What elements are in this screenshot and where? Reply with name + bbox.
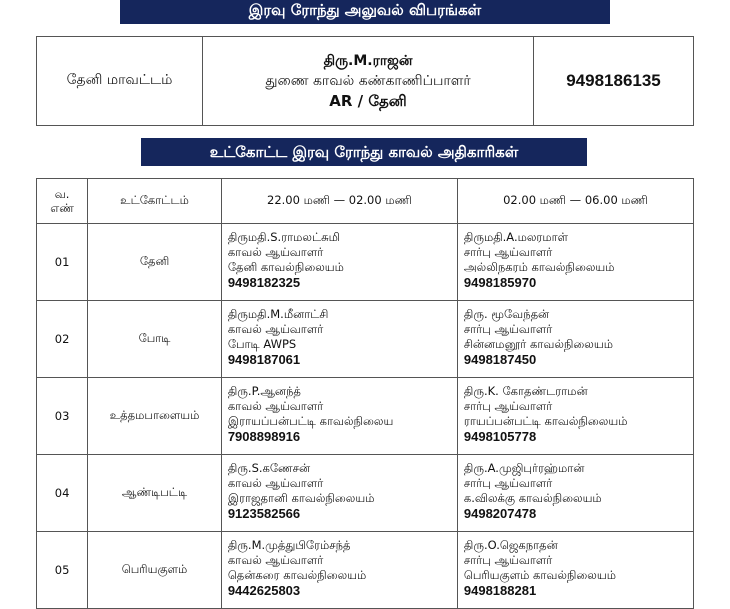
- slot1-officer-cell: [221, 378, 457, 455]
- officer-details: [203, 37, 534, 126]
- officer-name: திருமதி.A.மலரமாள்: [463, 230, 569, 244]
- slot2-officer-cell: [457, 378, 693, 455]
- table-row: [37, 224, 694, 301]
- header-sno-line1: வ.: [54, 187, 70, 201]
- officer-name: திரு. மூவேந்தன்: [463, 307, 550, 321]
- officer-rank: சார்பு ஆய்வாளர்: [463, 245, 553, 259]
- officer-rank: சார்பு ஆய்வாளர்: [463, 399, 553, 413]
- table-row: [37, 455, 694, 532]
- row-sno: 02: [37, 301, 88, 378]
- officer-rank: காவல் ஆய்வாளர்: [227, 245, 324, 259]
- officer-phone: 9498182325: [227, 275, 301, 290]
- officer-station: இராயப்பன்பட்டி காவல்நிலைய: [227, 414, 394, 428]
- row-sno: 03: [37, 378, 88, 455]
- officer-name: திரு.M.ராஜன்: [323, 53, 413, 69]
- row-subdivision: போடி: [88, 301, 222, 378]
- section-title-banner: உட்கோட்ட இரவு ரோந்து காவல் அதிகாரிகள்: [141, 138, 587, 166]
- page-title-banner: இரவு ரோந்து அலுவல் விபரங்கள்: [120, 0, 610, 24]
- header-subdivision: உட்கோட்டம்: [88, 179, 222, 224]
- row-subdivision: தேனி: [88, 224, 222, 301]
- officer-phone: 9498187450: [463, 352, 537, 367]
- header-slot1: 22.00 மணி — 02.00 மணி: [221, 179, 457, 224]
- header-sno-line2: எண்: [50, 201, 74, 215]
- officer-name: திரு.S.கணேசன்: [227, 461, 311, 475]
- night-patrol-table: [36, 178, 694, 609]
- slot2-officer-cell: [457, 224, 693, 301]
- officer-rank: காவல் ஆய்வாளர்: [227, 476, 324, 490]
- officer-rank: சார்பு ஆய்வாளர்: [463, 322, 553, 336]
- officer-name: திருமதி.M.மீனாட்சி: [227, 307, 329, 321]
- officer-phone: 9498185970: [463, 275, 537, 290]
- slot2-officer-cell: [457, 532, 693, 609]
- row-sno: 01: [37, 224, 88, 301]
- officer-station: தென்கரை காவல்நிலையம்: [227, 568, 367, 582]
- officer-place: AR / தேனி: [329, 92, 407, 110]
- officer-station: போடி AWPS: [227, 337, 297, 351]
- officer-station: பெரியகுளம் காவல்நிலையம்: [463, 568, 616, 582]
- table-row: [37, 378, 694, 455]
- slot1-officer-cell: [221, 224, 457, 301]
- officer-name: திரு.A.முஜிபுர்ரஹ்மான்: [463, 461, 585, 475]
- table-row: [37, 532, 694, 609]
- officer-rank: சார்பு ஆய்வாளர்: [463, 553, 553, 567]
- row-subdivision: ஆண்டிபட்டி: [88, 455, 222, 532]
- row-subdivision: பெரியகுளம்: [88, 532, 222, 609]
- slot1-officer-cell: [221, 455, 457, 532]
- officer-station: அல்லிநகரம் காவல்நிலையம்: [463, 260, 615, 274]
- row-sno: 05: [37, 532, 88, 609]
- officer-station: இராஜதானி காவல்நிலையம்: [227, 491, 375, 505]
- officer-rank: காவல் ஆய்வாளர்: [227, 553, 324, 567]
- officer-name: திரு.K. கோதண்டராமன்: [463, 384, 588, 398]
- header-sno: [37, 179, 88, 224]
- officer-station: சின்னமனூர் காவல்நிலையம்: [463, 337, 613, 351]
- officer-rank: காவல் ஆய்வாளர்: [227, 322, 324, 336]
- officer-name: திரு.M.முத்துபிரேம்சந்த்: [227, 538, 351, 552]
- slot2-officer-cell: [457, 301, 693, 378]
- officer-phone: 9498207478: [463, 506, 537, 521]
- officer-name: திரு.O.ஜெகநாதன்: [463, 538, 558, 552]
- officer-phone: 9442625803: [227, 583, 301, 598]
- officer-phone: 9498186135: [534, 37, 694, 126]
- officer-station: தேனி காவல்நிலையம்: [227, 260, 344, 274]
- row-subdivision: உத்தமபாளையம்: [88, 378, 222, 455]
- officer-info-table: [36, 36, 694, 126]
- officer-phone: 9498188281: [463, 583, 537, 598]
- officer-station: க.விலக்கு காவல்நிலையம்: [463, 491, 602, 505]
- district-name: தேனி மாவட்டம்: [37, 37, 203, 126]
- officer-name: திருமதி.S.ராமலட்சுமி: [227, 230, 340, 244]
- officer-name: திரு.P.ஆனந்த்: [227, 384, 301, 398]
- table-row: [37, 301, 694, 378]
- officer-phone: 9123582566: [227, 506, 301, 521]
- header-slot2: 02.00 மணி — 06.00 மணி: [457, 179, 693, 224]
- officer-phone: 9498187061: [227, 352, 301, 367]
- row-sno: 04: [37, 455, 88, 532]
- officer-rank: காவல் ஆய்வாளர்: [227, 399, 324, 413]
- slot1-officer-cell: [221, 301, 457, 378]
- officer-station: ராயப்பன்பட்டி காவல்நிலையம்: [463, 414, 628, 428]
- slot2-officer-cell: [457, 455, 693, 532]
- officer-phone: 7908898916: [227, 429, 301, 444]
- officer-phone: 9498105778: [463, 429, 537, 444]
- slot1-officer-cell: [221, 532, 457, 609]
- officer-designation: துணை காவல் கண்காணிப்பாளர்: [265, 73, 471, 89]
- table-header-row: [37, 179, 694, 224]
- officer-rank: சார்பு ஆய்வாளர்: [463, 476, 553, 490]
